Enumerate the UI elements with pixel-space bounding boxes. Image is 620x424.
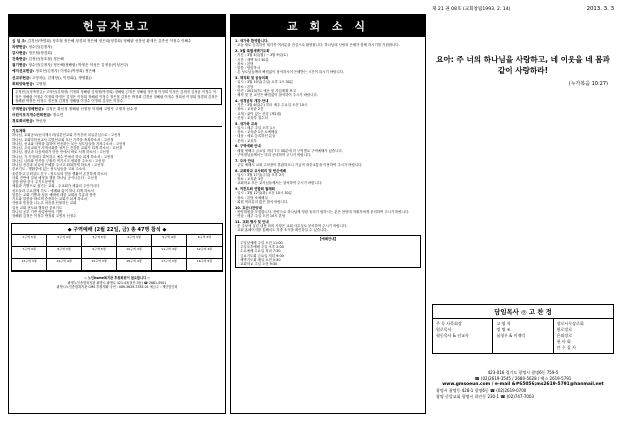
news-number: 8.: [235, 168, 239, 173]
staff-role: 주 독 사목회장: [436, 321, 462, 326]
worship-schedule-row: · 주일오후예배 주일 오후 2:00: [238, 245, 284, 249]
offering-entry-head: 경로회비헌금:: [12, 119, 35, 124]
offering-entry-body: 고영선(김재정) 이정희 정해림 김재정(박정희) 정해림 김정은 정해림 정은철 이정희 이정은 김재정 김정윤 이정수 이정은 정해림 이정수 이정희 박정은 김정은 이정희 정해림 이정수 정은철 김정은 박정희 김경선 정해림 이정수 정희선 이정희 정경희 김정은 정해림 박정은 이정수 정은철 김재정 정해림 이정수 이정희 김정은 이정수: [15, 90, 218, 103]
staff-office: 안 수 집 사: [556, 345, 576, 350]
church-address-block: [432, 370, 614, 400]
cover-header: [432, 6, 614, 12]
staff-name: 심청우 & 이재덕: [496, 333, 526, 338]
welfare-contact-line-2: 광명시노인종합복지관 CMS 후원계좌 국민 : 080-3629-7355-01 예금주 : 재단법인회: [56, 284, 178, 289]
news-line: · 시간 : 새벽 5시 30분: [235, 57, 269, 62]
news-item: [235, 99, 421, 120]
news-line: · 본 주보에 실린 내용 외의 사항은 교회 사무실로 문의하여 주시기 바랍니다.: [235, 224, 348, 228]
district-cell: 15구역 3명: [82, 259, 117, 271]
offering-list: [12, 39, 222, 86]
offering-entry: [12, 45, 222, 50]
offering-entry-body: 정수민(김정자): [28, 45, 53, 50]
offering-entry-body: 정호선(김정자) 이정수(박정희) 정은해: [35, 69, 96, 74]
news-line: · 일시 : 3월 12일(화) 오전 10시 30분: [235, 191, 292, 196]
news-line: · 구역장님들께서는 미리 준비하여 주시기 바랍니다.: [235, 152, 312, 157]
district-cell: 17구역 3명: [152, 259, 187, 271]
staff-office: 은퇴장로: [556, 333, 573, 338]
divider: [12, 126, 222, 127]
district-cell: 12구역 4명: [187, 247, 222, 259]
district-cell: 10구역 3명: [117, 247, 152, 259]
news-line: · 장소 : 교육관 1층 소예배실: [235, 130, 278, 134]
offering-entry: [12, 76, 222, 81]
church-news-list: [231, 37, 425, 272]
staff-name: 정 병 조: [496, 327, 511, 332]
offering-entry-head: 건축헌금:: [12, 57, 28, 62]
news-line: · 교재 : 삶이 있는 신앙 (제1권): [235, 111, 282, 116]
news-heading: 교회 행사 및 안내: [242, 219, 269, 224]
news-item: [235, 159, 421, 168]
branch-line: 광명시 광명동 428-1 광명6동 ☎ (02)2619-0700: [436, 388, 527, 394]
news-item: [235, 76, 421, 97]
church-news-title: 교 회 소 식: [231, 15, 425, 37]
pastor-staff-box: [432, 304, 614, 354]
district-cell: 5구역 4명: [152, 235, 187, 247]
staff-office: 원로장로: [556, 327, 573, 332]
offering-entry-body: 김정선(정호철) 정은해: [28, 57, 64, 62]
district-cell: 1구역 5명: [12, 235, 47, 247]
offering-entry-body: 고영철: [35, 81, 46, 86]
offering-entry-highlighted: [12, 88, 222, 105]
district-cell: 7구역 4명: [12, 247, 47, 259]
news-line: · 장소 : 교육관 2층: [235, 107, 264, 112]
district-cell: 18구역 5명: [187, 259, 222, 271]
district-cell: 4구역 3명: [117, 235, 152, 247]
offering-entry-head: 십 일 조:: [12, 39, 27, 43]
prayer-item: 정해림 김정은 이정수 박정희 고영자 선정수: [12, 214, 77, 219]
prayer-item: 하나님, 교회공보(선지제시리)일본선교와 가족간의 치유중심으로 : 고선정: [12, 133, 121, 138]
news-number: 1.: [235, 39, 239, 43]
news-line: · 연습 : 매주 주일 오전 10시 본당: [235, 214, 286, 218]
news-item: [235, 39, 421, 48]
prayer-item: 하나님, 우리교회가 지역사회를 섬기는 건강한 교회가 되게 하소서 : 고선정: [12, 146, 123, 151]
news-item: [235, 144, 421, 157]
offering-entry-body: 정은철(정경희): [28, 51, 53, 56]
offering-entry: [12, 51, 222, 56]
offering-entry-head: 선교부헌금:: [12, 75, 31, 80]
offering-entry-head: 절기헌금:: [12, 63, 28, 68]
offering-entry-head: 차량헌금:: [12, 45, 28, 50]
offering-entry-body: 김정은 황선정 정해림 선정정 이재해 고영자 고명자 남수정: [45, 107, 137, 111]
offering-report-panel: [8, 14, 226, 414]
prayer-item: 하나님, 청년과 다음세대가 믿음 안에서 바로 서게 하소서 : 고선정: [12, 150, 110, 155]
offering-entry-head: 목회양육헌금:: [12, 81, 35, 86]
prayer-item: 하나님, 나라와 민족을 긍휼히 여기시고 평화를 주소서 : 고선정: [12, 158, 105, 163]
news-line: · 대상 : 새로 등록하신 분들: [235, 134, 276, 139]
offering-entry: [12, 69, 222, 74]
offering-entry: [12, 82, 222, 87]
district-cell: 16구역 4명: [117, 259, 152, 271]
offering-entry-head: 예지선교헌금:: [12, 69, 35, 74]
staff-offices-column: [553, 319, 613, 353]
worship-schedule-title: 【예배안내】: [318, 236, 338, 241]
staff-roles-column: [433, 319, 492, 353]
news-heading: 3월 특별새벽기도회: [239, 49, 270, 53]
district-worship-table: [11, 223, 223, 272]
news-number: 4.: [235, 98, 239, 103]
prayer-item: 하나님, 선교와 사역을 위하여 헌신하는 모든 성도님들을 지켜주소서 : 고선정: [12, 141, 126, 146]
news-item: [235, 122, 421, 143]
news-line: · 장소 : 교육관 3층: [235, 177, 264, 181]
news-line: · 장소 : 본당: [235, 84, 254, 89]
offering-entry-head: 어린이모지개수련회헌금:: [12, 113, 52, 118]
worship-schedule-row: · 수요예배 수요일 저녁 7:30: [238, 249, 281, 254]
news-heading: 주차 안내: [239, 158, 255, 163]
news-heading: 호산나찬양대: [242, 205, 262, 210]
worship-schedule-row: · 새벽기도회 매일 오전 5:30: [238, 257, 281, 262]
offering-entry: [12, 119, 222, 124]
offering-entry: [12, 107, 222, 112]
news-line: · 장소 : 본당 소예배실: [235, 195, 268, 200]
cover-verse-reference: (누가복음 10:27): [568, 80, 608, 87]
prayer-item: 울린하고 주뢰실도 간구 - 성도들의 믿음 생활이 온전하게 하소서: [12, 171, 108, 176]
offering-entry-body: 정수민(김정자) 정은해(정해림) 박정은 이성은 김정윤(이성은다): [28, 63, 129, 68]
phone-line: ☎ (02)2619-3545 / 2680-5628 / 팩스 2619-5791: [474, 376, 572, 382]
news-heading: 새가족 환영합니다.: [239, 39, 269, 43]
news-line: · 기간 : 3월 4일(월) ~ 3월 9일(토): [235, 53, 288, 58]
news-line: · 교회학교 모든 교사님들께서는 참석하여 주시기 바랍니다.: [235, 181, 323, 186]
staff-role: 협동목사 & 선교사: [436, 333, 469, 338]
cover-verse: [432, 54, 614, 88]
news-item: [235, 49, 421, 75]
prayer-item: 세홀과 기쁨으로 섬기는 교회 - 주교회가 세홀의 주인이시다: [12, 184, 100, 189]
prayer-item: 말씀는 교회 기쁨과 성음 예배에 대한 교회의 부흥과 충족: [12, 192, 96, 197]
prayer-item: 심방 담당 한국 주기도문연혁: [12, 180, 55, 185]
news-number: 2.: [235, 49, 239, 53]
worship-schedule-row: · 금요기도회 금요일 저녁 9:00: [238, 253, 284, 258]
prayer-item: 사회 전반에 걸쳐 예정을 행한 하나님 공식나온다 : 고선정: [12, 175, 98, 180]
news-line: · 신청 : 교육부 접수처: [235, 115, 268, 120]
prayer-item: 중보기도 - 병환중에 있는 성도님들을 고쳐 주소서: [12, 167, 86, 172]
cover-panel: [432, 6, 614, 416]
news-line: · 매월 넷째주 금요일 저녁 7시 30분에 각 구역별로 구역예배가 있습니다.: [235, 148, 343, 153]
news-heading: 성경공부 개강 안내: [239, 98, 269, 103]
prayer-item: 하나님 건강과 치유에 은혜를 주시고 회복하게 하소서 : 고선정: [12, 163, 104, 168]
offering-entry-body: 김경선(박명희) 정호철 정은해 정경희 정은해 정은희(정경희) 정해림 선봉선 황재은 김종선 이정수 이해수: [27, 39, 192, 43]
news-line: · 찬양대원을 모집합니다. 찬양으로 하나님께 영광 돌리기 원하시는 분은 찬양대 지휘자에게 문의하여 주시기 바랍니다.: [235, 209, 410, 214]
news-line: · 일시 : 매주 주일 오후 1시: [235, 125, 276, 130]
news-line: · 말씀 : 담임목사: [235, 66, 261, 70]
news-line: · 안건 : 2013년도 예산 및 사업계획 보고: [235, 88, 296, 93]
news-line: · 일시 : 3월 17일(주일) 오후 2시: [235, 172, 285, 177]
staff-name: 고 영 석: [496, 321, 511, 326]
district-cell: 9구역 5명: [82, 247, 117, 259]
prayer-item: 하나님, 각 가정마다 화목하고 예수 안에서 하나 되게 하소서 : 고선정: [12, 154, 114, 159]
worship-schedule-box: [235, 235, 421, 269]
news-item: [235, 187, 421, 204]
offering-entry-body: 정수민: [52, 113, 64, 118]
offering-entry: [12, 113, 222, 118]
prayer-item: 일선 교회 전도와 행복한 중보기도: [12, 205, 63, 210]
prayer-list: [12, 133, 222, 218]
pastor-title: 담임목사 ◎ 고 찬 정: [433, 305, 613, 319]
offering-entry-body: 고영자(), 김재정(), 이정희(), 방명훈(): [31, 75, 92, 80]
district-cell: 8구역 3명: [47, 247, 82, 259]
offering-entry-head: 구역헌금(정해헌금):: [12, 107, 45, 111]
staff-role: 원로목사: [436, 327, 452, 332]
news-number: 7.: [235, 158, 239, 163]
issue-number: 제 21 권 08호 (교회창립1993. 2. 14): [432, 7, 511, 12]
district-grid: [12, 235, 222, 271]
news-item: [235, 220, 421, 233]
district-cell: 3구역 5명: [82, 235, 117, 247]
news-heading: 제직회 및 공동의회: [239, 76, 269, 80]
offering-entry: [12, 63, 222, 68]
worship-schedule-row: · 주일낮예배 주일 오전 11:00: [238, 240, 283, 245]
news-number: 11.: [235, 219, 242, 224]
staff-office: 권 사 회: [556, 339, 571, 344]
offering-report-title: 헌금자보고: [9, 15, 225, 37]
news-line: · 장소 : 본당: [235, 61, 254, 66]
news-line: · 온 성도님들께서 빠짐없이 참석하시어 은혜받는 시간이 되시기 바랍니다.: [235, 70, 345, 75]
news-line: · 일시 : 3월 10일(주일) 오후 1시 30분: [235, 80, 294, 85]
offering-entry-head: 주정헌금(정축헌금):: [15, 90, 45, 95]
district-worship-title: ◆ 구역예배 (2월 22일, 금) 총 47명 참석 ◆: [12, 224, 222, 235]
prayer-item: 성도들과 주요함께 기도 - 예배와 삶이 하나 되게 하소서: [12, 188, 94, 193]
news-number: 5.: [235, 121, 239, 126]
prayer-section-title: 기도제목: [12, 128, 26, 133]
offering-entry: [12, 57, 222, 62]
welfare-contact-line-1: 광명노인종합복지관 광명시 광명로 421-43(철산 3동) ☎ 2681-0501: [67, 280, 167, 285]
worship-schedule-row: · 교회학교 주일 오전 9:30: [238, 262, 278, 266]
news-heading: 교회학교 교사회의 및 헌신예배: [239, 168, 286, 173]
news-line: · 문의 : 교육부: [235, 138, 257, 143]
prayer-item: 사랑과 믿음을 나누고 마음을 선물하는 교회: [12, 201, 77, 206]
news-item: [235, 206, 421, 219]
news-heading: 구역예배 안내: [239, 144, 261, 149]
district-cell: 14구역 4명: [47, 259, 82, 271]
branch-line: 광명 중앙교회 광명시 하안동 230-1 ☎ (02)747-7003: [436, 394, 535, 400]
prayer-item: 하나님, 교회다한선교사 특별선교회 모든 가족을 축복하소서 : 고선정: [12, 137, 114, 142]
prayer-item: 기도와 말씀을 바르게 순종하는 교회가 되게 하소서: [12, 197, 88, 202]
news-heading: 새가족 교육: [239, 121, 258, 126]
offering-entry-head: 감사헌금:: [12, 51, 28, 56]
news-line: · 교회 홈페이지를 통해서도 각종 소식을 확인하실 수 있습니다.: [235, 228, 328, 233]
news-line: · 제직 및 전 교인은 빠짐없이 참석하여 주시기 바랍니다.: [235, 93, 318, 97]
district-cell: 11구역 4명: [152, 247, 187, 259]
welfare-support-title: ◇ 노인home복지관 후원회원이 필요합니다 ◇: [84, 276, 150, 281]
church-news-panel: [230, 14, 426, 414]
district-cell: 6구역 3명: [187, 235, 222, 247]
news-line: · 주일 예배시 교회 주차장이 혼잡하오니 가급적 대중교통을 이용하여 주시기 바랍니다.: [235, 162, 363, 167]
welfare-support-notice: [9, 274, 225, 290]
news-number: 3.: [235, 76, 239, 80]
news-number: 10.: [235, 205, 242, 210]
cover-verse-text: 요아: 주 너의 하나님을 사랑하고, 네 이웃을 네 몸과 같이 사랑하라!: [436, 55, 610, 76]
website-line[interactable]: www.gmsoeun.com / e-mail &#65056;ms2619-5791@hanmail.net: [442, 382, 604, 388]
news-number: 6.: [235, 144, 239, 149]
news-line: · 기간 : 3월 6일(수) 부터 매주 수요일 오전 10시: [235, 103, 308, 107]
prayer-item: 하나님 공부 기반 성령충만의 기쁨: [12, 209, 63, 214]
news-item: [235, 169, 421, 186]
offering-entry-body: 박선정: [35, 119, 46, 124]
news-line: · 회원 여러분의 많은 참석 바랍니다.: [235, 199, 289, 204]
news-line: · 오늘 새로 등록하신 새가족 여러분을 진심으로 환영합니다. 하나님의 사랑과 은혜가 함께 하시기를 기원합니다.: [235, 43, 400, 48]
staff-office: 장로시무장로회: [556, 321, 584, 326]
news-number: 9.: [235, 187, 239, 191]
staff-names-column: [492, 319, 552, 353]
bulletin-date: 2013. 3. 3: [586, 6, 614, 12]
district-cell: 2구역 4명: [47, 235, 82, 247]
news-heading: 여전도회 연합회 월례회: [239, 187, 275, 191]
offering-entry: [12, 39, 222, 44]
district-cell: 13구역 3명: [12, 259, 47, 271]
address-line: 423-016 경기도 광명시 광명6동 759-5: [487, 370, 559, 376]
